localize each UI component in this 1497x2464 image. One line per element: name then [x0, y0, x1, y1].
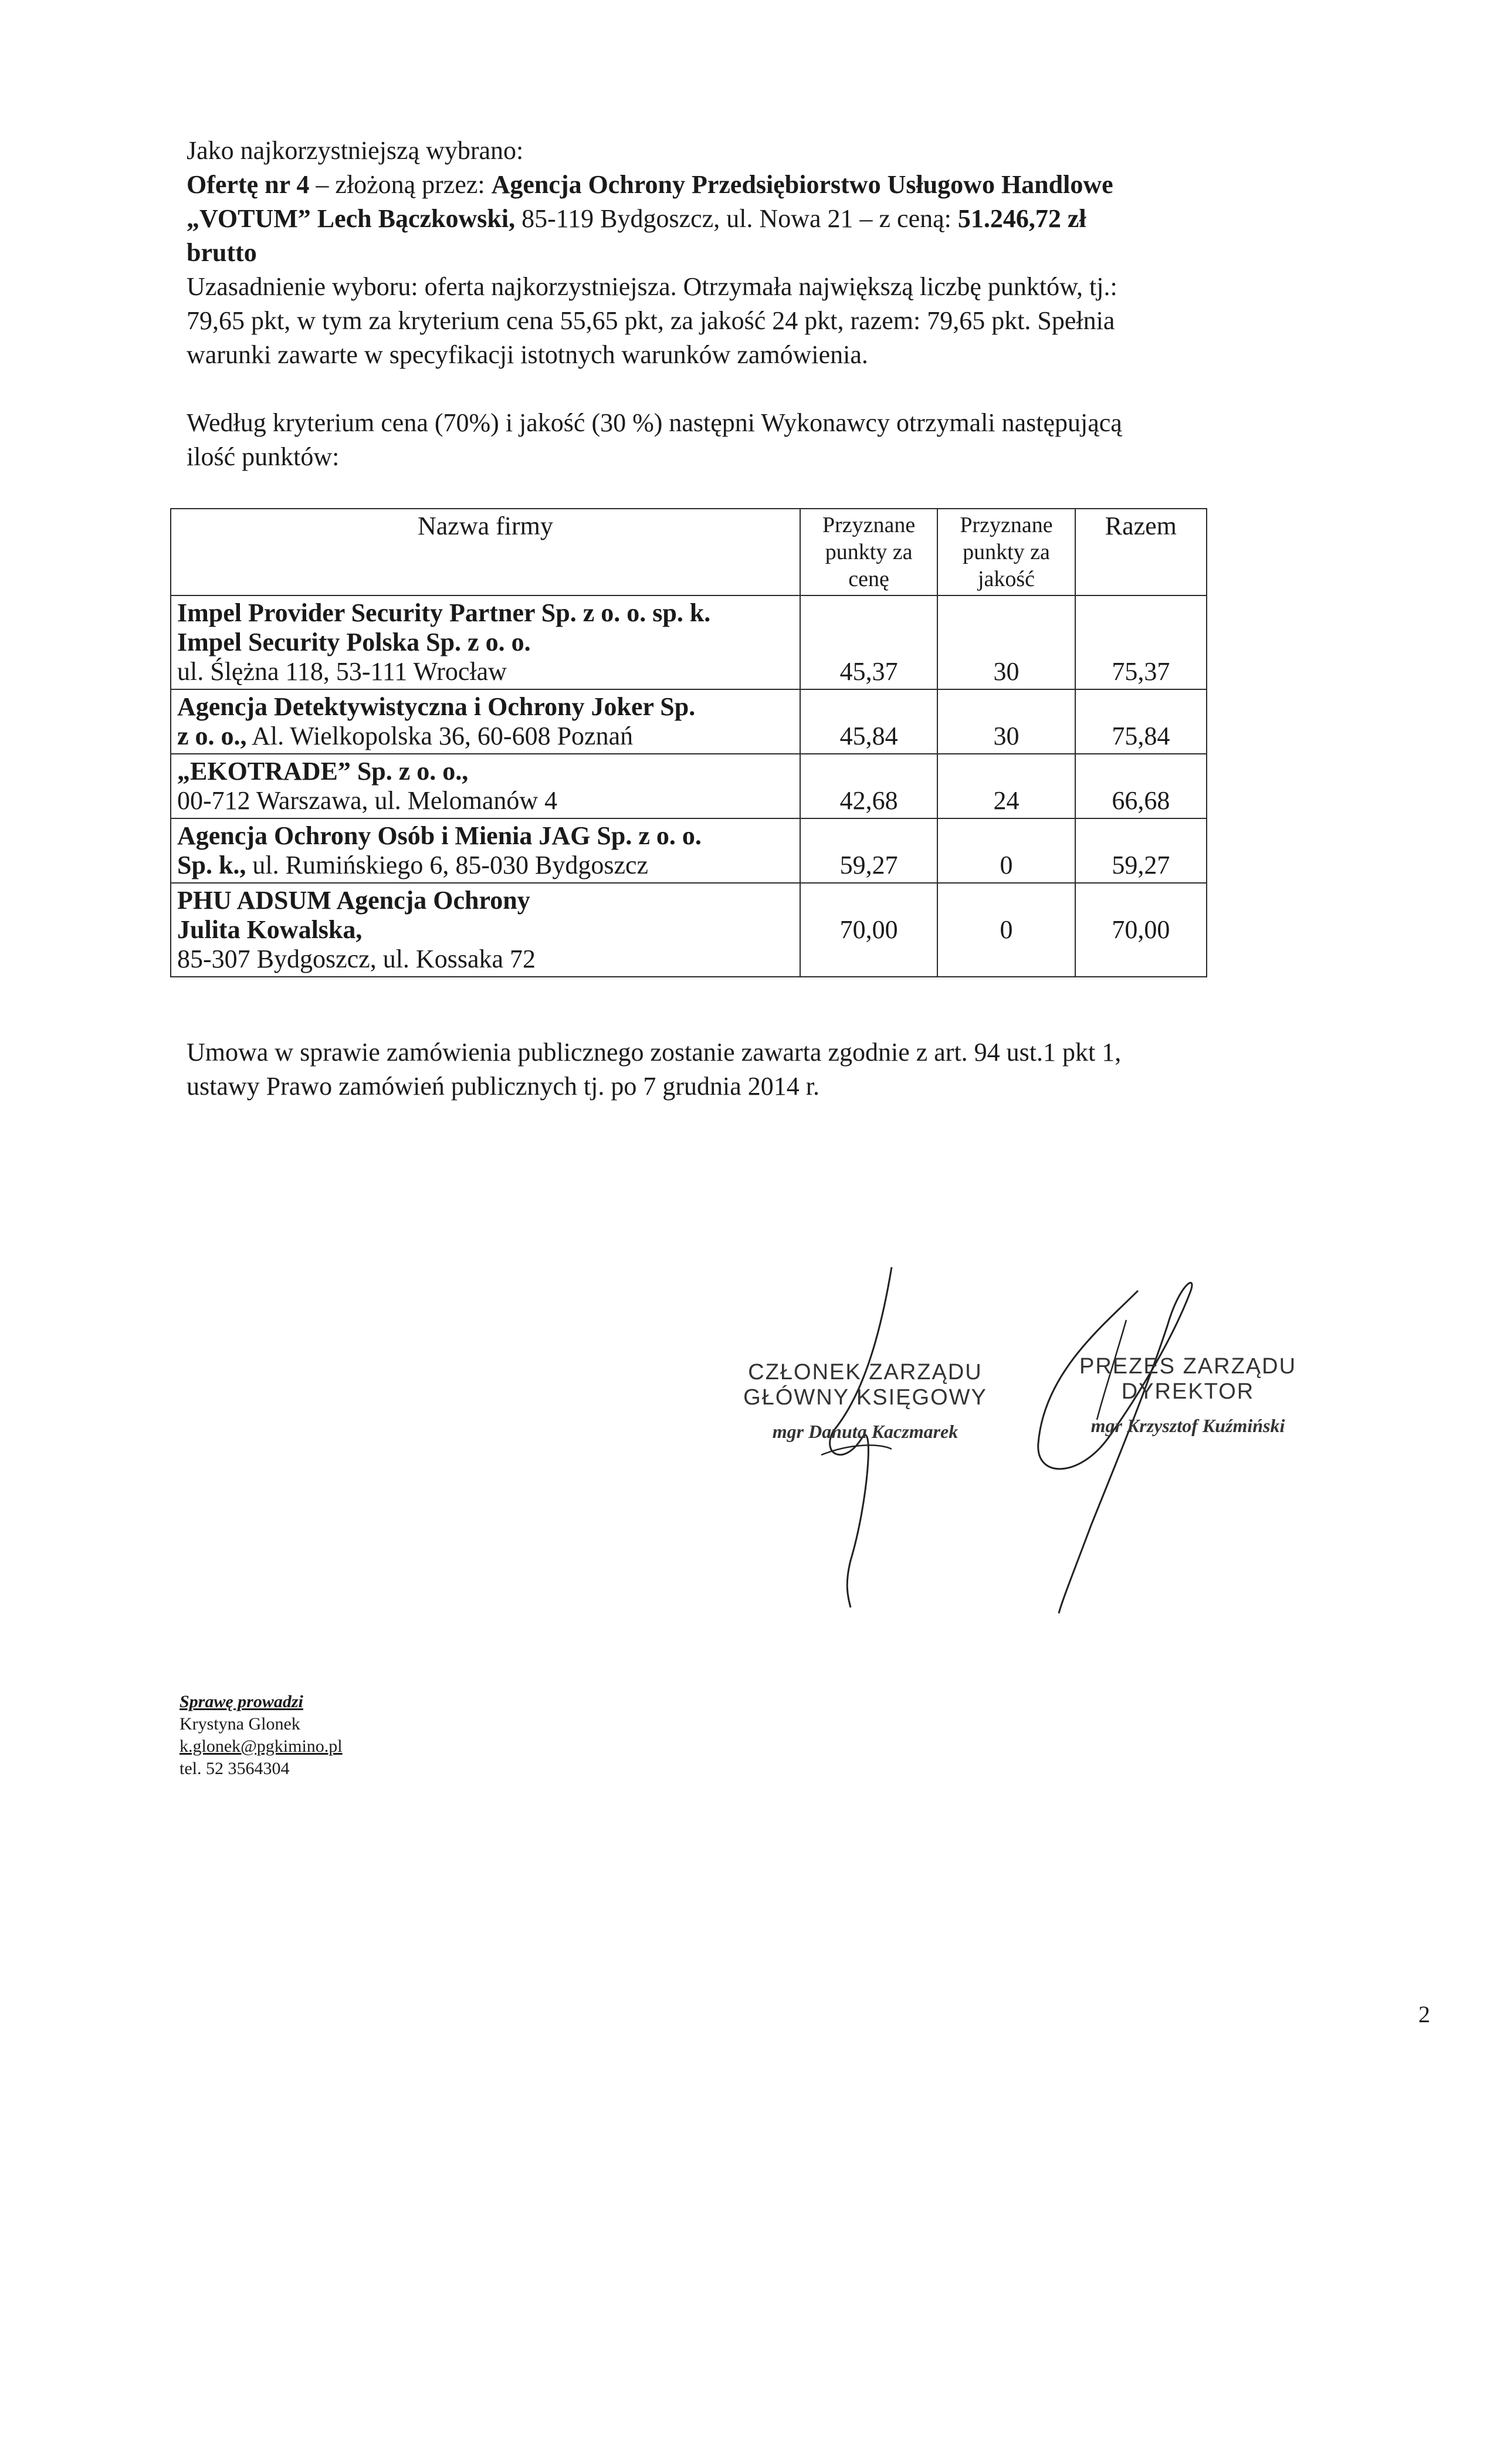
contact-title: Sprawę prowadzi	[179, 1692, 303, 1711]
contact-phone: tel. 52 3564304	[179, 1759, 290, 1778]
intro-line-1: Jako najkorzystniejszą wybrano:	[187, 136, 524, 165]
offer-number: Ofertę nr 4	[187, 170, 310, 199]
company-name-end: Sp. k.,	[177, 851, 246, 879]
stamp-president	[1047, 1354, 1329, 1437]
stamp-chief-accountant	[742, 1360, 988, 1443]
company-line: Agencja Ochrony Osób i Mienia JAG Sp. z o. o.	[177, 821, 702, 850]
total-cell: 70,00	[1075, 883, 1207, 977]
case-handler-contact	[179, 1691, 343, 1780]
quality-points-cell: 30	[937, 595, 1075, 689]
company-address: 85-307 Bydgoszcz, ul. Kossaka 72	[177, 945, 536, 973]
price-points-cell: 59,27	[800, 818, 937, 883]
stamp-line: PREZES ZARZĄDU	[1079, 1354, 1297, 1379]
stamp-line: GŁÓWNY KSIĘGOWY	[743, 1385, 987, 1410]
winner-name-part1: Agencja Ochrony Przedsiębiorstwo Usługowo Handlowe	[491, 170, 1113, 199]
stamp-line: CZŁONEK ZARZĄDU	[748, 1360, 983, 1385]
stamp-signatory-name: mgr Krzysztof Kuźmiński	[1090, 1415, 1285, 1436]
winner-address: 85-119 Bydgoszcz, ul. Nowa 21 – z ceną:	[515, 204, 958, 233]
total-cell: 75,37	[1075, 595, 1207, 689]
total-cell: 66,68	[1075, 754, 1207, 818]
quality-points-cell: 0	[937, 818, 1075, 883]
company-line: Julita Kowalska,	[177, 915, 363, 944]
intro-line-4: brutto	[187, 238, 257, 267]
price-points-cell: 45,84	[800, 689, 937, 754]
company-line: „EKOTRADE” Sp. z o. o.,	[177, 757, 469, 786]
company-address: Al. Wielkopolska 36, 60-608 Poznań	[246, 722, 634, 750]
company-line: PHU ADSUM Agencja Ochrony	[177, 886, 530, 915]
ranking-intro-line-1: Według kryterium cena (70%) i jakość (30 %) następni Wykonawcy otrzymali następującą	[187, 408, 1122, 437]
contact-name: Krystyna Glonek	[179, 1714, 300, 1734]
company-address: ul. Ślężna 118, 53-111 Wrocław	[177, 657, 507, 686]
total-cell: 59,27	[1075, 818, 1207, 883]
header-total: Razem	[1075, 509, 1207, 595]
justification-line-2: 79,65 pkt, w tym za kryterium cena 55,65 pkt, za jakość 24 pkt, razem: 79,65 pkt. Spełnia	[187, 306, 1115, 335]
header-company-name: Nazwa firmy	[171, 509, 800, 595]
price-points-cell: 45,37	[800, 595, 937, 689]
company-name-end: z o. o.,	[177, 722, 247, 750]
page-mark: 2	[1418, 2001, 1430, 2028]
company-line: Impel Provider Security Partner Sp. z o. o. sp. k.	[177, 598, 711, 627]
intro-line-2-text: – złożoną przez:	[309, 170, 492, 199]
price-points-cell: 42,68	[800, 754, 937, 818]
quality-points-cell: 0	[937, 883, 1075, 977]
contract-line-1: Umowa w sprawie zamówienia publicznego zostanie zawarta zgodnie z art. 94 ust.1 pkt 1,	[187, 1038, 1122, 1067]
winner-name-part2: „VOTUM” Lech Bączkowski,	[187, 204, 516, 233]
total-cell: 75,84	[1075, 689, 1207, 754]
company-line: Agencja Detektywistyczna i Ochrony Joker Sp.	[177, 692, 696, 721]
company-line: Impel Security Polska Sp. z o. o.	[177, 628, 531, 656]
ranking-intro-line-2: ilość punktów:	[187, 442, 340, 471]
quality-points-cell: 30	[937, 689, 1075, 754]
winner-price: 51.246,72 zł	[957, 204, 1086, 233]
quality-points-cell: 24	[937, 754, 1075, 818]
header-quality-points: Przyznane punkty za jakość	[937, 509, 1075, 595]
price-points-cell: 70,00	[800, 883, 937, 977]
header-price-points: Przyznane punkty za cenę	[800, 509, 937, 595]
signature-right	[1038, 1283, 1192, 1614]
contract-line-2: ustawy Prawo zamówień publicznych tj. po 7 grudnia 2014 r.	[187, 1072, 820, 1101]
justification-line-1: Uzasadnienie wyboru: oferta najkorzystniejsza. Otrzymała największą liczbę punktów, tj.:	[187, 272, 1117, 301]
justification-line-3: warunki zawarte w specyfikacji istotnych warunków zamówienia.	[187, 340, 868, 369]
company-address: ul. Rumińskiego 6, 85-030 Bydgoszcz	[246, 851, 649, 879]
company-address: 00-712 Warszawa, ul. Melomanów 4	[177, 786, 558, 815]
contact-email: k.glonek@pgkimino.pl	[179, 1737, 343, 1756]
stamp-signatory-name: mgr Danuta Kaczmarek	[772, 1421, 959, 1442]
stamp-line: DYREKTOR	[1121, 1379, 1255, 1404]
